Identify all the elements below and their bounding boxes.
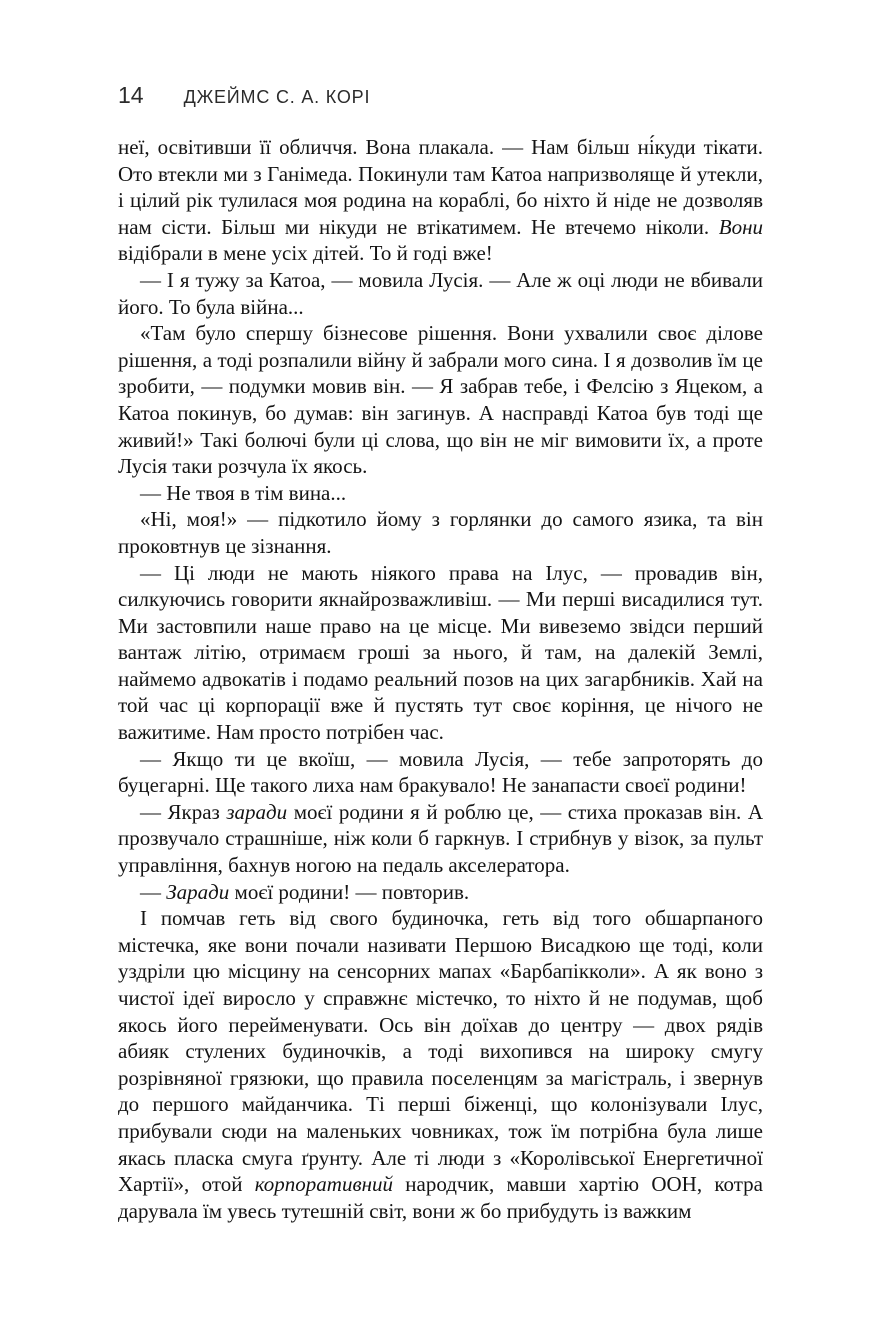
paragraph (118, 746, 763, 799)
paragraph (118, 506, 763, 559)
page-number: 14 (118, 82, 144, 108)
paragraph (118, 879, 763, 906)
italic-run: Заради (166, 879, 230, 904)
italic-run: корпоративний (254, 1172, 393, 1197)
text-run: «Там було спершу бізнесове рішення. Вони ухвалили своє ділове рішення, а тоді розпалили війну й забрали мого сина. І я дозволив їм це зробити, — подумки мовив він. — Я забрав тебе, і Фелсію з Яцеком, а Катоа покинув, бо думав: він загинув. А насправді Катоа був тоді ще живий!» Такі болючі були ці слова, що він не міг вимовити їх, а проте Лусія таки розчула їх якось. (118, 321, 763, 479)
paragraph (118, 560, 763, 746)
paragraph (118, 267, 763, 320)
paragraph (118, 799, 763, 879)
text-run: — Якщо ти це вкоїш, — мовила Лусія, — тебе запроторять до буцегарні. Ще такого лиха нам бракувало! Не занапасти своєї родини! (118, 746, 763, 798)
text-run: — Не твоя в тім вина... (140, 480, 347, 505)
text-run: І помчав геть від свого будиночка, геть від того обшарпаного містечка, яке вони почали називати Першою Висадкою ще тоді, коли уздріли цю місцину на сенсорних мапах «Барбапікколи». А як воно з чистої ідеї виросло у справжнє містечко, то ніхто й не подумав, щоб якось його перейменувати. Ось він доїхав до центру — двох рядів абияк стулених будиночків, а тоді вихопився на широку смугу розрівняної грязюки, що правила поселенцям за магістраль, і звернув до першого майданчика. Ті перші біженці, що колонізували Ілус, прибували сюди на маленьких човниках, тож їм потрібна була лише якась пласка смуга ґрунту. Але ті люди з «Королівської Енергетичної Хартії», отой (118, 906, 763, 1197)
italic-run: заради (226, 799, 288, 824)
paragraph (118, 905, 763, 1224)
text-run: неї, освітивши її обличчя. Вона плакала. — Нам більш ні́куди тікати. Ото втекли ми з Ганімеда. Покинули там Катоа напризволяще й утекли, і цілий рік тулилася моя родина на кораблі, бо ніхто й ніде не дозволяв нам сісти. Більш ми нікуди не втікатимем. Не втечемо ніколи. (118, 135, 763, 239)
text-run: відібрали в мене усіх дітей. То й годі вже! (118, 241, 493, 266)
text-run: «Ні, моя!» — підкотило йому з горлянки до самого язика, та він проковтнув це зізнання. (118, 507, 763, 558)
body-text (118, 134, 763, 1224)
text-run: моєї родини я й роблю це, — стиха проказав він. А прозвучало страшніше, ніж коли б гаркнув. І стрибнув у візок, за пульт управління, бахнув ногою на педаль акселератора. (118, 799, 763, 878)
paragraph (118, 320, 763, 480)
page-header (118, 84, 763, 107)
text-run: — Ці люди не мають ніякого права на Ілус, — провадив він, силкуючись говорити якнайрозважливіш. — Ми перші висадилися тут. Ми застовпили наше право на це місце. Ми вивеземо звідси перший вантаж літію, отримаєм гроші за нього, й там, на далекій Землі, наймемо адвокатів і подамо реальний позов на цих загарбників. Хай на той час ці корпорації вже й пустять тут своє коріння, це нічого не важитиме. Нам просто потрібен час. (118, 560, 763, 745)
text-run: народчик, мавши хартію ООН, котра дарувала їм увесь тутешній світ, вони ж бо прибудуть із важким (118, 1172, 763, 1223)
italic-run: Вони (718, 214, 763, 239)
paragraph (118, 134, 763, 267)
text-run: — Якраз (140, 799, 227, 824)
text-run: моєї родини! — повторив. (229, 879, 470, 904)
text-run: — (140, 879, 167, 904)
paragraph (118, 480, 763, 507)
text-run: — І я тужу за Катоа, — мовила Лусія. — Але ж оці люди не вбивали його. То була війна... (118, 267, 763, 319)
running-header-author: ДЖЕЙМС С. А. КОРІ (183, 87, 371, 107)
